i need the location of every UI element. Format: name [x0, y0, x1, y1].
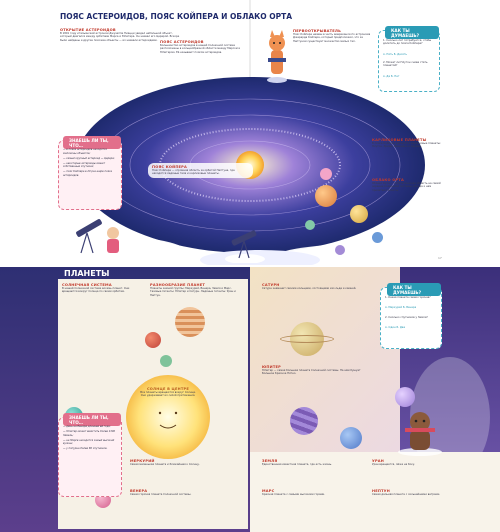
sun-text: Все планеты вращаются вокруг Солнца. Оно удерживает их силой притяжения. — [140, 391, 196, 398]
facts-box-top — [58, 137, 122, 210]
discoverer-text: Пояс Койпера назван в честь американского астронома Джерарда Койпера, который предположил, что за Нептуном существует множество малых тел. — [293, 33, 371, 43]
fox-astronomer-illustration — [262, 28, 292, 88]
neptune-text: Самая дальняя планета с сильнейшими ветрами. — [372, 493, 441, 496]
facts-label: ЗНАЕШЬ ЛИ ТЫ, ЧТО… — [63, 136, 121, 149]
asteroid-belt-section — [160, 40, 250, 54]
dwarf-planets-section — [372, 138, 442, 149]
asteroid-belt-text: Большинство астероидов в нашей Солнечной системе расположены в кольцеобразной области между Марсом и Юпитером. Её называют поясом астероидов. — [160, 44, 241, 54]
planet-gold — [350, 205, 368, 223]
kuiper-text: Пояс Койпера — огромная область за орбитой Нептуна, где находятся ледяные тела и карликовые планеты. — [152, 169, 235, 176]
venus-heading: ВЕНЕРА — [130, 489, 148, 493]
mercury-heading: МЕРКУРИЙ — [130, 459, 155, 463]
think-box-top — [378, 27, 440, 92]
solar-system-section — [62, 283, 142, 294]
planet-blue-b — [340, 427, 362, 449]
planet-orange — [315, 185, 337, 207]
neptune-heading: НЕПТУН — [372, 489, 390, 493]
planet-purple — [335, 245, 345, 255]
saturn-heading: САТУРН — [262, 283, 280, 287]
saturn-text: Сатурн знаменит своими кольцами, состоящими изо льда и камней. — [262, 287, 357, 290]
fact-item: — у Сатурна более 80 спутников. — [63, 447, 108, 451]
uranus-section — [372, 459, 447, 466]
saturn-ring — [280, 335, 334, 343]
planet-variety-section — [150, 283, 240, 297]
saturn-section — [262, 283, 362, 290]
fact-item: — некоторые астероиды имеют собственные спутники; — [63, 161, 106, 169]
planet-blue — [372, 232, 383, 243]
planet-green-b — [160, 355, 172, 367]
fact-item: — пояс Койпера в 20 раз шире пояса астероидов. — [63, 170, 113, 178]
kuiper-belt-section — [148, 163, 253, 178]
think-question-1: 1. Сколько лет потребуется, чтобы долететь до пояса Койпера? — [383, 39, 432, 46]
facts-label: ЗНАЕШЬ ЛИ ТЫ, ЧТО… — [63, 413, 121, 426]
mercury-section — [130, 459, 240, 466]
jupiter-illustration — [175, 307, 205, 337]
children-telescope-illustration — [65, 205, 135, 260]
planet-green — [305, 220, 315, 230]
fact-item: — в поясе астероидов находятся миллионы объектов; — [63, 148, 107, 155]
mercury-text: Самая маленькая планета и ближайшая к Солнцу. — [130, 463, 200, 466]
fact-item: — Юпитер может вместить более 1300 Земель; — [63, 430, 116, 437]
dwarf-planets-heading: КАРЛИКОВЫЕ ПЛАНЕТЫ — [372, 138, 427, 142]
solar-system-heading: СОЛНЕЧНАЯ СИСТЕМА — [62, 283, 112, 287]
think-label: КАК ТЫ ДУМАЕШЬ? — [385, 26, 439, 39]
dwarf-planets-text: В поясе Койпера находятся карликовые планеты: Плутон, Эрида, Макемаке и Хаумеа. — [372, 142, 441, 149]
kuiper-heading: ПОЯС КОЙПЕРА — [152, 165, 187, 169]
discoverer-section — [293, 29, 371, 43]
uranus-text: Уран вращается, лёжа на боку. — [372, 463, 416, 466]
facts-list — [63, 425, 119, 453]
think-options-2: А. Да Б. Нет — [383, 75, 400, 78]
facts-list — [63, 148, 119, 179]
think-options-1: А. Меркурий Б. Венера — [385, 306, 417, 309]
earth-text: Единственная известная планета, где есть жизнь. — [262, 463, 332, 466]
think-question-2: 2. Может ли Плутон снова стать планетой? — [383, 61, 428, 68]
think-box-bottom — [380, 284, 442, 349]
mars-section — [262, 489, 337, 496]
earth-heading: ЗЕМЛЯ — [262, 459, 278, 463]
page-title: ПОЯС АСТЕРОИДОВ, ПОЯС КОЙПЕРА И ОБЛАКО ОРТА — [60, 12, 293, 21]
oort-heading: ОБЛАКО ОРТА — [372, 178, 404, 182]
spread-asteroid-belt — [0, 0, 500, 265]
planet-pink — [320, 168, 332, 180]
spread-planets — [0, 267, 500, 532]
sun-center-section — [140, 387, 196, 398]
jupiter-text: Юпитер — самая большая планета Солнечной системы. На нём бушует Большое Красное Пятно. — [262, 369, 361, 376]
think-options-1: А. Пять Б. Десять — [383, 53, 407, 56]
planets-title: ПЛАНЕТЫ — [64, 269, 110, 278]
mars-text: Красная планета с самыми высокими горами. — [262, 493, 326, 496]
venus-text: Самая горячая планета Солнечной системы. — [130, 493, 192, 496]
jupiter-heading: ЮПИТЕР — [262, 365, 281, 369]
facts-box-bottom — [58, 414, 122, 497]
venus-section — [130, 489, 240, 496]
uranus-heading: УРАН — [372, 459, 384, 463]
neptune-section — [372, 489, 447, 496]
observatory-telescope-illustration — [225, 225, 265, 263]
earth-section — [262, 459, 337, 466]
oort-text: Облако Орта — гипотетическая область на самой окраине Солнечной системы, откуда к нам прилетают кометы. — [372, 182, 441, 192]
mars-heading: МАРС — [262, 489, 275, 493]
variety-text: Планеты земной группы: Меркурий, Венера, Земля и Марс. Газовые гиганты: Юпитер и Сатурн. Ледяные гиганты: Уран и Нептун. — [150, 287, 236, 297]
think-question-2: 2. Сколько спутников у Земли? — [385, 316, 428, 319]
solar-system-text: В нашей Солнечной системе восемь планет. Они вращаются вокруг Солнца по своим орбитам. — [62, 287, 130, 294]
asteroid-belt-heading: ПОЯС АСТЕРОИДОВ — [160, 40, 204, 44]
fact-item: — день на Венере длиннее её года; — [63, 425, 111, 428]
think-label: КАК ТЫ ДУМАЕШЬ? — [387, 283, 441, 296]
discovery-heading: ОТКРЫТИЕ АСТЕРОИДОВ — [60, 28, 116, 32]
planet-red — [145, 332, 161, 348]
think-question-1: 1. Какая планета самая горячая? — [385, 296, 431, 299]
page-number: 17 — [438, 256, 442, 260]
animal-astronomer-illustration — [395, 402, 445, 457]
jupiter-section — [262, 365, 372, 376]
sun-heading: СОЛНЦЕ В ЦЕНТРЕ — [146, 387, 190, 391]
fact-item: — самый крупный астероид — Церера; — [63, 156, 115, 160]
fact-item: — на Марсе находится самый высокий вулкан; — [63, 438, 115, 446]
oort-cloud-section — [372, 178, 442, 192]
discovery-text: В 1801 году итальянский астроном Джузеппе Пиацци увидел небольшой объект, который двигался между орбитами Марса и Юпитера. Он назвал его Церерой. Вскоре были найдены и другие похожие объекты — их назвали астероидами. — [60, 32, 180, 42]
variety-heading: РАЗНООБРАЗИЕ ПЛАНЕТ — [150, 283, 205, 287]
think-options-2: А. Один Б. Два — [385, 326, 406, 329]
planet-purple-b — [290, 407, 318, 435]
discoverer-heading: ПЕРВООТКРЫВАТЕЛЬ — [293, 29, 342, 33]
